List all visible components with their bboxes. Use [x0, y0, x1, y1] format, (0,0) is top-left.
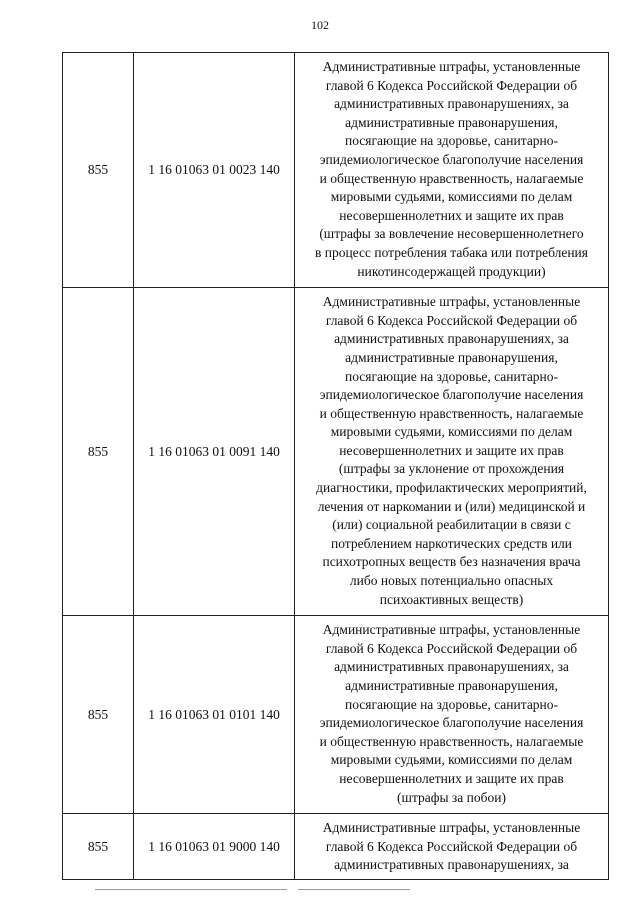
description-line: посягающие на здоровье, санитарно- — [344, 696, 559, 712]
description-line: административные правонарушения, — [345, 349, 558, 365]
description-cell — [295, 288, 609, 616]
description-line: несовершеннолетних и защите их прав — [339, 770, 564, 786]
page-number: 102 — [311, 18, 329, 32]
table-row — [63, 814, 609, 880]
description-line: (штрафы за уклонение от прохождения — [338, 461, 565, 477]
description-line: мировыми судьями, комиссиями по делам — [330, 189, 573, 205]
admin-code-cell: 855 — [63, 288, 134, 616]
table-row — [63, 53, 609, 288]
table-body — [63, 53, 609, 880]
budget-codes-table — [62, 52, 609, 880]
admin-code-cell: 855 — [63, 53, 134, 288]
description-line: главой 6 Кодекса Российской Федерации об — [325, 838, 578, 854]
description-line: диагностики, профилактических мероприятий, — [316, 480, 587, 496]
description-line: в процесс потребления табака или потребления — [314, 244, 588, 260]
description-line: Административные штрафы, установленные — [322, 294, 581, 310]
description-line: потреблением наркотических средств или — [330, 535, 573, 551]
kbk-code-cell: 1 16 01063 01 0091 140 — [134, 288, 295, 616]
description-line: несовершеннолетних и защите их прав — [339, 442, 564, 458]
description-line: административные правонарушения, — [345, 678, 558, 693]
description-cell — [295, 616, 609, 814]
kbk-code-cell: 1 16 01063 01 9000 140 — [134, 814, 295, 880]
footer-divider — [95, 889, 287, 890]
description-line: Административные штрафы, установленные — [322, 622, 581, 638]
kbk-code-cell: 1 16 01063 01 0023 140 — [134, 53, 295, 288]
description-line: административных правонарушениях, за — [334, 331, 569, 347]
footer-divider — [298, 889, 410, 890]
description-cell — [295, 53, 609, 288]
admin-code-cell: 855 — [63, 616, 134, 814]
description-line: психотропных веществ без назначения врача — [322, 554, 581, 570]
description-line: эпидемиологическое благополучие населения — [319, 151, 584, 167]
description-cell — [295, 814, 609, 880]
description-line: (штрафы за вовлечение несовершеннолетнего — [319, 226, 584, 242]
description-line: эпидемиологическое благополучие населения — [319, 715, 584, 731]
description-line: и общественную нравственность, налагаемые — [319, 733, 584, 749]
description-line: главой 6 Кодекса Российской Федерации об — [325, 312, 578, 328]
description-line: никотинсодержащей продукции) — [357, 263, 546, 279]
description-line: административных правонарушениях, за — [334, 659, 569, 675]
description-line: административных правонарушениях, за — [334, 96, 569, 112]
description-line: главой 6 Кодекса Российской Федерации об — [325, 77, 578, 93]
description-line: Административные штрафы, установленные — [322, 59, 581, 74]
description-line: Административные штрафы, установленные — [322, 820, 581, 836]
table-row — [63, 616, 609, 814]
description-line: мировыми судьями, комиссиями по делам — [330, 424, 573, 440]
description-line: (или) социальной реабилитации в связи с — [332, 517, 571, 533]
admin-code-cell: 855 — [63, 814, 134, 880]
description-line: лечения от наркомании и (или) медицинской и — [317, 498, 586, 514]
description-line: эпидемиологическое благополучие населения — [319, 387, 584, 403]
description-line: либо новых потенциально опасных — [349, 573, 554, 589]
description-line: мировыми судьями, комиссиями по делам — [330, 752, 573, 768]
description-line: и общественную нравственность, налагаемые — [319, 170, 584, 186]
description-line: административные правонарушения, — [345, 114, 558, 130]
description-line: главой 6 Кодекса Российской Федерации об — [325, 640, 578, 656]
description-line: психоактивных веществ) — [379, 591, 524, 607]
description-line: посягающие на здоровье, санитарно- — [344, 368, 559, 384]
description-line: административных правонарушениях, за — [334, 857, 569, 873]
table-row — [63, 288, 609, 616]
description-line: (штрафы за побои) — [397, 789, 506, 805]
kbk-code-cell: 1 16 01063 01 0101 140 — [134, 616, 295, 814]
description-line: и общественную нравственность, налагаемые — [319, 405, 584, 421]
description-line: несовершеннолетних и защите их прав — [339, 207, 564, 223]
description-line: посягающие на здоровье, санитарно- — [344, 133, 559, 149]
